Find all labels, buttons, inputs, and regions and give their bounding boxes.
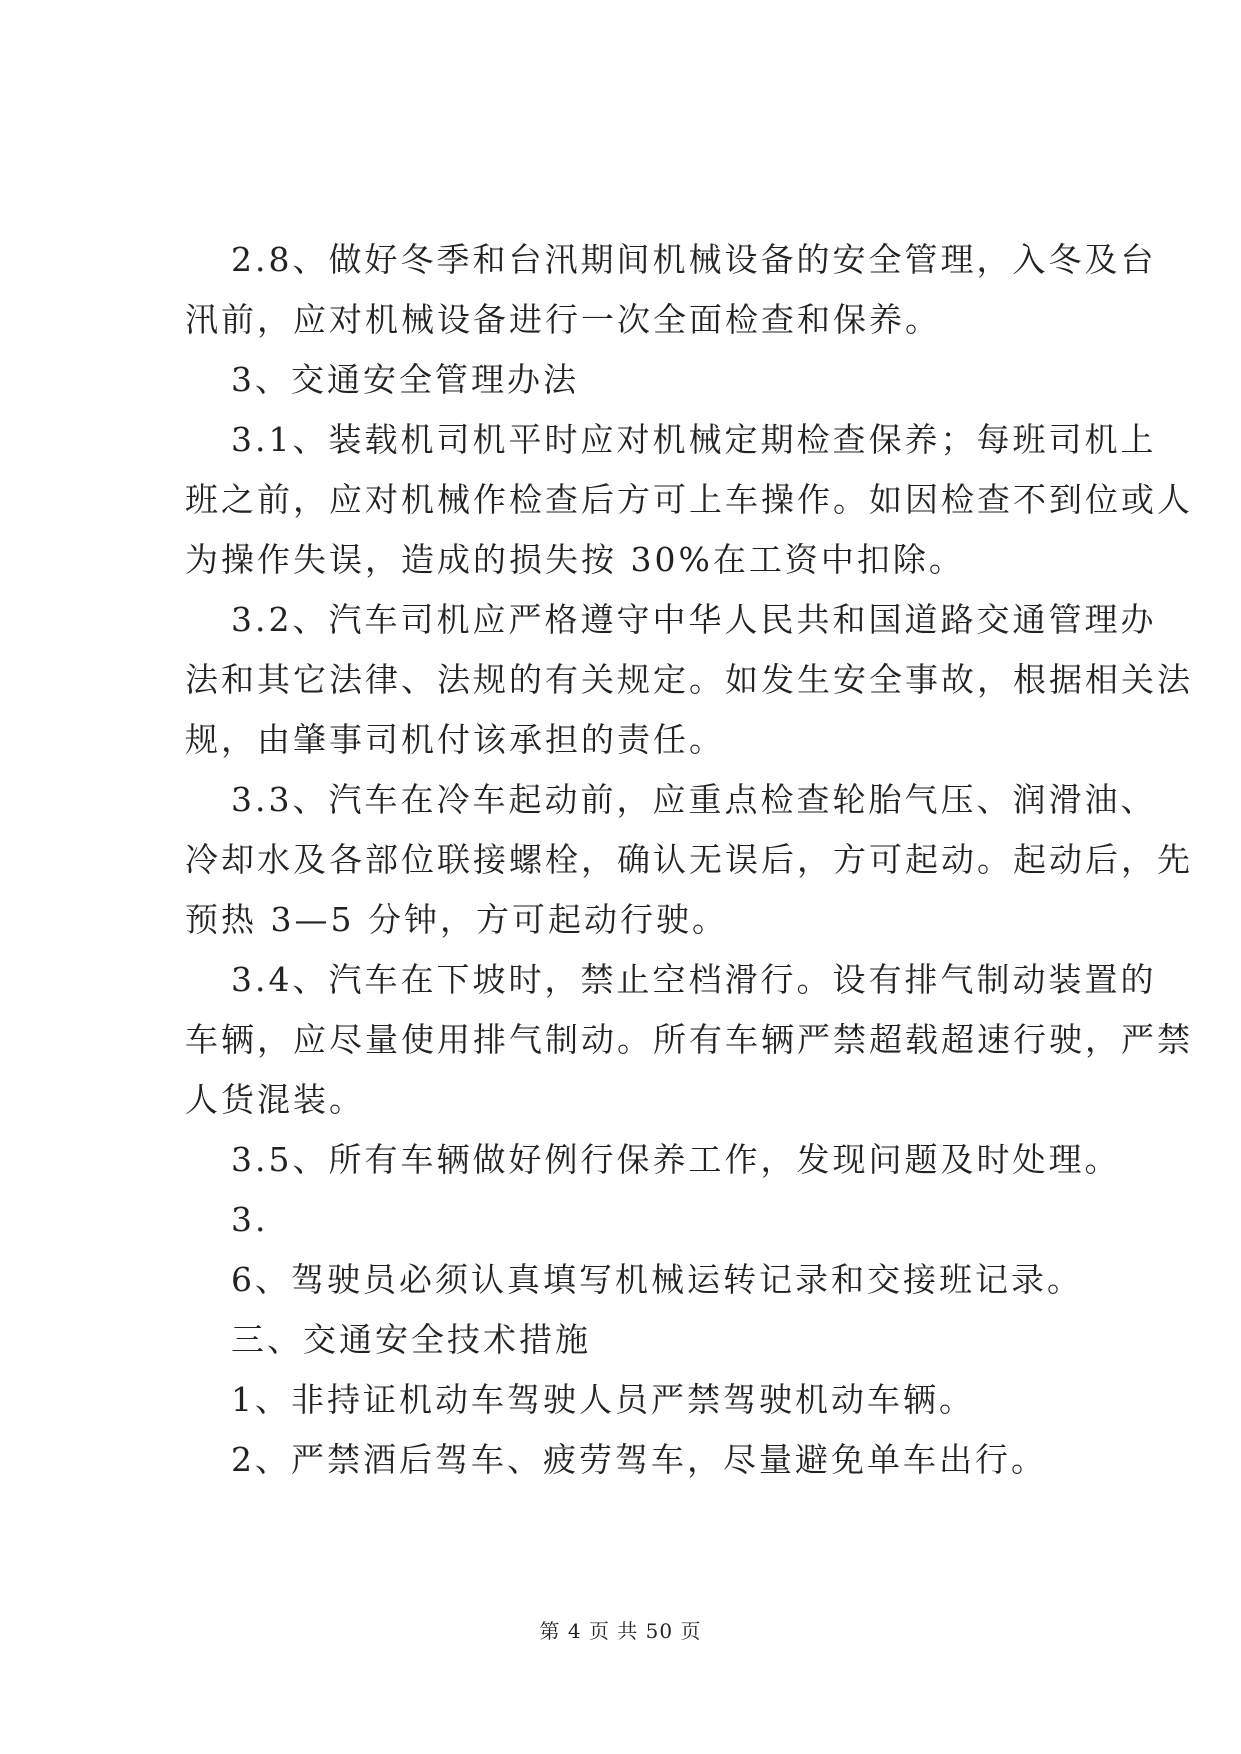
text-line: 3.1、装载机司机平时应对机械定期检查保养；每班司机上 <box>231 420 1157 459</box>
text-line: 汛前，应对机械设备进行一次全面检查和保养。 <box>185 300 941 339</box>
text-line: 2、严禁酒后驾车、疲劳驾车，尽量避免单车出行。 <box>231 1440 1047 1479</box>
text-line: 6、驾驶员必须认真填写机械运转记录和交接班记录。 <box>231 1260 1083 1299</box>
text-line: 3. <box>231 1200 269 1239</box>
section-heading: 3、交通安全管理办法 <box>231 360 579 399</box>
text-line: 为操作失误，造成的损失按 30%在工资中扣除。 <box>185 540 965 579</box>
text-line: 3.5、所有车辆做好例行保养工作，发现问题及时处理。 <box>231 1140 1121 1179</box>
text-line: 班之前，应对机械作检查后方可上车操作。如因检查不到位或人 <box>185 480 1193 519</box>
text-line: 3.3、汽车在冷车起动前，应重点检查轮胎气压、润滑油、 <box>231 780 1157 819</box>
text-line: 法和其它法律、法规的有关规定。如发生安全事故，根据相关法 <box>185 660 1193 699</box>
text-line: 车辆，应尽量使用排气制动。所有车辆严禁超载超速行驶，严禁 <box>185 1020 1193 1059</box>
text-line: 3.4、汽车在下坡时，禁止空档滑行。设有排气制动装置的 <box>231 960 1157 999</box>
text-line: 3.2、汽车司机应严格遵守中华人民共和国道路交通管理办 <box>231 600 1157 639</box>
text-line: 1、非持证机动车驾驶人员严禁驾驶机动车辆。 <box>231 1380 975 1419</box>
text-line: 人货混装。 <box>185 1080 365 1119</box>
text-line: 2.8、做好冬季和台汛期间机械设备的安全管理，入冬及台 <box>231 240 1157 279</box>
text-line: 预热 3—5 分钟，方可起动行驶。 <box>185 900 728 939</box>
text-line: 冷却水及各部位联接螺栓，确认无误后，方可起动。起动后，先 <box>185 840 1193 879</box>
section-heading: 三、交通安全技术措施 <box>231 1320 591 1359</box>
page-number-footer: 第 4 页 共 50 页 <box>539 1619 702 1643</box>
text-line: 规，由肇事司机付该承担的责任。 <box>185 720 725 759</box>
